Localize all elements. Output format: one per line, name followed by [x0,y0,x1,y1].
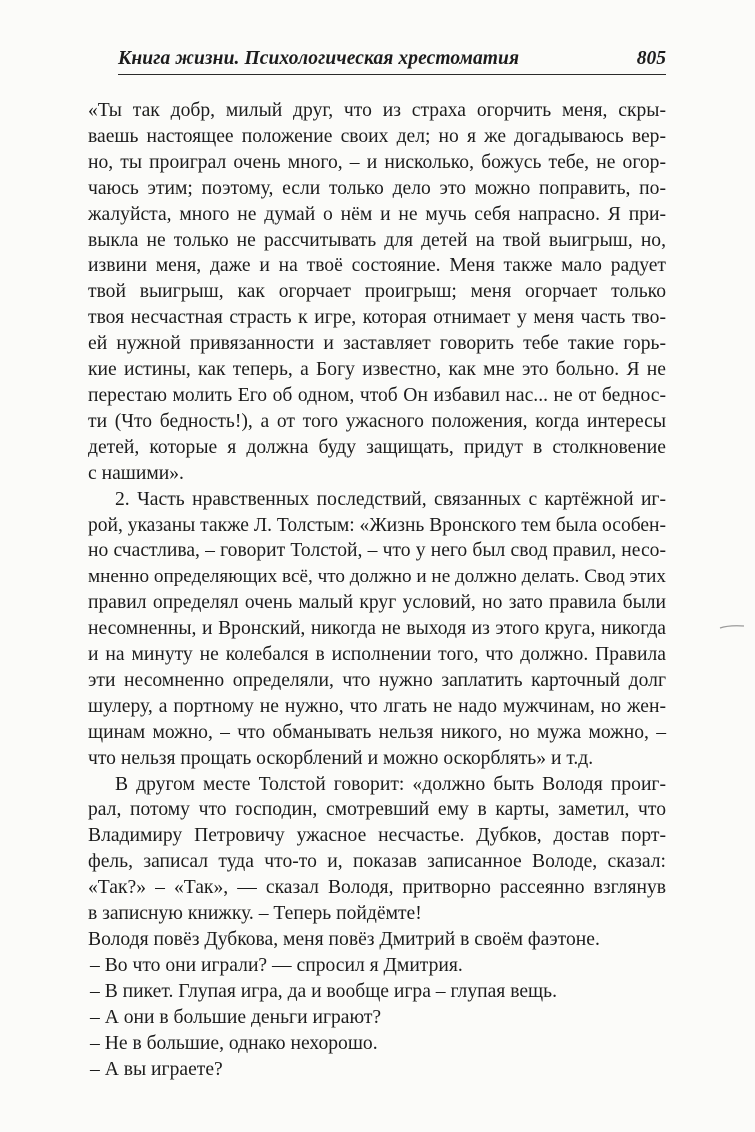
dialogue-block [88,927,666,1082]
dialogue-line: – А вы играете? [90,1058,223,1080]
page-number: 805 [636,48,666,69]
running-title: Книга жизни. Психологическая хрестоматия [118,48,520,69]
text-line: несомненны, и Вронский, никогда не выходя из этого круга, никогда [88,618,666,640]
dialogue-line: – Не в большие, однако нехорошо. [90,1032,378,1054]
text-line: твой выигрыш, как огорчает проигрыш; меня огорчает только [88,281,666,303]
text-line: извини меня, даже и на твоё состояние. Меня также мало радует [88,255,666,277]
text-line: и на минуту не колебался в исполнении того, что должно. Правила [88,644,666,666]
text-line: ти (Что бедность!), а от того ужасного положения, когда интересы [88,410,666,432]
text-line: жалуйста, много не думай о нём и не мучь себя напрасно. Я при- [88,203,666,225]
text-line: фель, записал туда что-то и, показав записанное Володе, сказал: [88,851,666,873]
text-line: рал, потому что господин, смотревший ему в карты, заметил, что [88,799,666,821]
text-line: с нашими». [88,462,184,484]
text-line: «Ты так добр, милый друг, что из страха огорчить меня, скры- [88,100,666,121]
margin-pencil-mark [719,624,745,630]
text-line: ваешь настоящее положение своих дел; но я же догадываюсь вер- [88,125,666,147]
text-line: твоя несчастная страсть к игре, которая отнимает у меня часть тво- [88,307,666,329]
text-line: эти несомненно определяли, что нужно заплатить карточный долг [88,669,666,691]
header-rule [118,74,666,75]
text-line: Владимиру Петровичу ужасное несчастье. Дубков, достав порт- [88,825,666,847]
text-line: шулеру, а портному не нужно, что лгать не надо мужчинам, но жен- [88,695,666,717]
text-line: но счастлива, – говорит Толстой, – что у него был свод правил, несо- [88,540,666,562]
text-line: рой, указаны также Л. Толстым: «Жизнь Вронского тем была особен- [88,514,666,536]
text-line: но, ты проиграл очень много, – и нисколько, божусь тебе, не огор- [88,151,666,173]
text-line: правил определял очень малый круг условий, но зато правила были [88,592,666,614]
text-line: ей нужной привязанности и заставляет говорить тебе такие горь- [88,333,666,355]
paragraph-volodya-cards [88,772,666,927]
text-line: «Так?» – «Так», — сказал Володя, притворно рассеянно взглянув [88,877,666,899]
text-line: щинам можно, – что обманывать нельзя никого, но мужа можно, – [88,721,666,743]
text-body [88,98,666,1082]
dialogue-line: – В пикет. Глупая игра, да и вообще игра – глупая вещь. [90,980,557,1002]
paragraph-tolstoy-vronsky [88,487,666,772]
running-header [118,44,666,76]
text-line: 2. Часть нравственных последствий, связанных с картёжной иг- [115,488,666,510]
dialogue-line: Володя повёз Дубкова, меня повёз Дмитрий в своём фаэтоне. [88,929,600,950]
text-line: кие истины, как теперь, а Богу известно, как мне это больно. Я не [88,359,666,381]
text-line: перестаю молить Его об одном, чтоб Он избавил нас... не от беднос- [88,384,666,406]
text-line: в записную книжку. – Теперь пойдёмте! [88,903,422,925]
text-line: что нельзя прощать оскорблений и можно оскорблять» и т.д. [88,747,594,769]
dialogue-line: – А они в большие деньги играют? [90,1006,382,1028]
paragraph-letter-quote [88,98,666,487]
text-line: чаюсь этим; поэтому, если только дело это можно поправить, по- [88,177,666,199]
text-line: детей, которые я должна буду защищать, придут в столкновение [88,436,666,458]
text-line: В другом месте Толстой говорит: «должно быть Володя проиг- [115,773,666,795]
text-line: выкла не только не рассчитывать для детей на твой выигрыш, но, [88,229,666,251]
text-line: мненно определяющих всё, что должно и не должно делать. Свод этих [88,566,667,588]
dialogue-line: – Во что они играли? — спросил я Дмитрия. [90,954,463,976]
